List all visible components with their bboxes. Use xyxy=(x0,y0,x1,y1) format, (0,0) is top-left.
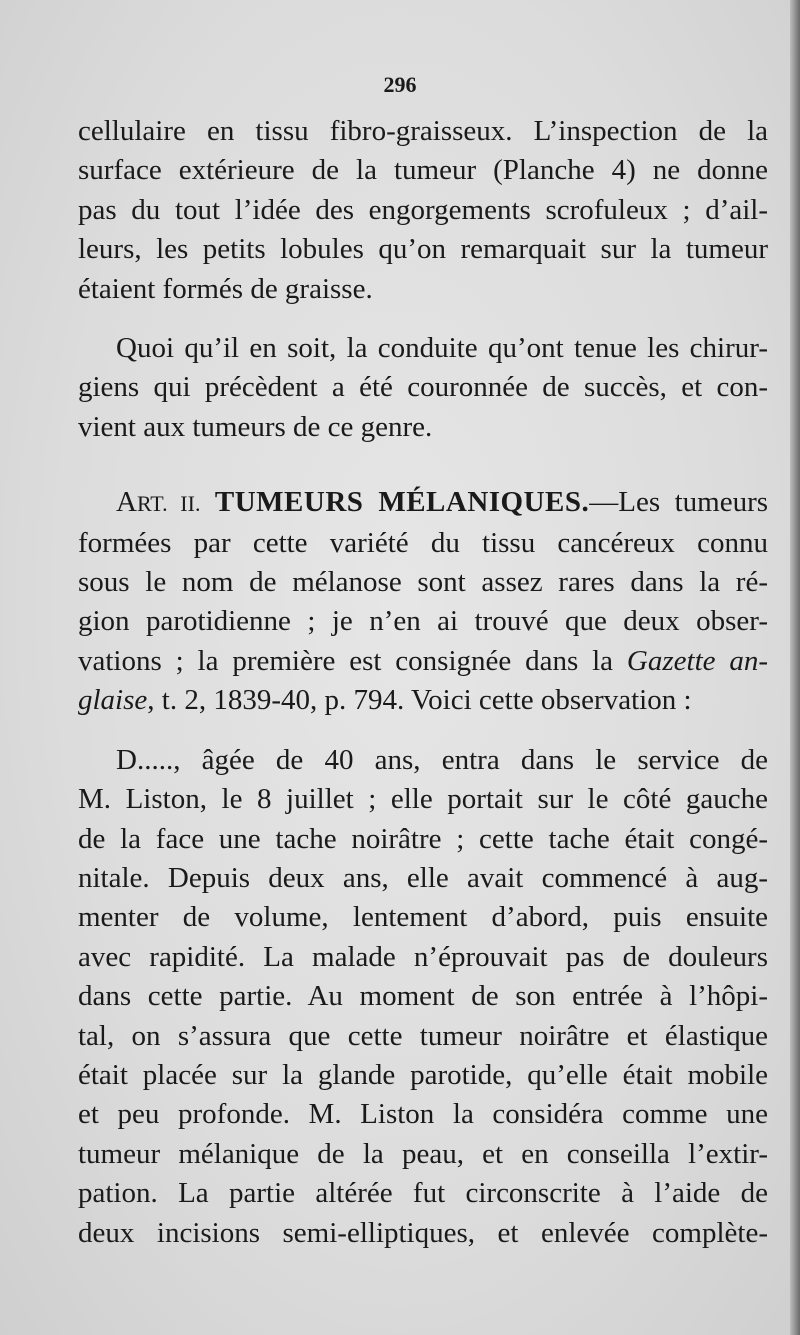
text-line: menter de volume, lentement d’abord, puis ensuite xyxy=(78,901,768,934)
paragraph-gap xyxy=(78,309,768,329)
article-initial: A xyxy=(116,486,137,519)
text-line: Quoi qu’il en soit, la conduite qu’ont tenue les chirur- xyxy=(116,332,768,365)
text-line: M. Liston, le 8 juillet ; elle portait sur le côté gauche xyxy=(78,783,768,816)
text-line: dans cette partie. Au moment de son entrée à l’hôpi- xyxy=(78,980,768,1013)
text-line-with-italic xyxy=(78,681,768,720)
journal-title-italic: glaise xyxy=(78,684,148,717)
text-line-with-italic xyxy=(78,642,768,681)
paragraph-gap xyxy=(78,721,768,741)
heading-continuation: —Les tumeurs xyxy=(589,486,769,519)
article-label xyxy=(116,486,200,518)
text-line: giens qui précèdent a été couronnée de succès, et con- xyxy=(78,371,768,404)
text-line: D....., âgée de 40 ans, entra dans le service de xyxy=(116,743,768,776)
text-line: pation. La partie altérée fut circonscrite à l’aide de xyxy=(78,1177,768,1210)
text-line: étaient formés de graisse. xyxy=(78,272,373,305)
text-line: avec rapidité. La malade n’éprouvait pas de douleurs xyxy=(78,940,768,973)
text-line: vient aux tumeurs de ce genre. xyxy=(78,410,433,443)
section-gap xyxy=(78,447,768,483)
text-line: cellulaire en tissu fibro-graisseux. L’inspection de la xyxy=(78,115,768,147)
text-line: deux incisions semi-elliptiques, et enlevée complète- xyxy=(78,1216,768,1249)
text-line: leurs, les petits lobules qu’on remarquait sur la tumeur xyxy=(78,233,768,266)
text-line: sous le nom de mélanose sont assez rares dans la ré- xyxy=(78,566,768,599)
page-edge-shadow xyxy=(790,0,800,1335)
journal-title-italic: Gazette an- xyxy=(626,644,769,677)
text-line: gion parotidienne ; je n’en ai trouvé que deux obser- xyxy=(78,605,768,638)
page-number: 296 xyxy=(383,72,417,97)
text-line: formées par cette variété du tissu cancéreux connu xyxy=(78,526,768,559)
section-title: TUMEURS MÉLANIQUES. xyxy=(214,486,590,519)
text-line: était placée sur la glande parotide, qu’elle était mobile xyxy=(78,1058,768,1091)
text-run: , t. 2, 1839-40, p. 794. Voici cette observation : xyxy=(147,684,692,717)
text-line: de la face une tache noirâtre ; cette tache était congé- xyxy=(78,822,768,855)
text-run: vations ; la première est consignée dans la xyxy=(78,644,627,677)
article-number: RT. II. xyxy=(136,491,201,517)
section-heading-line xyxy=(78,483,768,523)
text-line: pas du tout l’idée des engorgements scrofuleux ; d’ail- xyxy=(78,193,768,226)
text-line: nitale. Depuis deux ans, elle avait commencé à aug- xyxy=(78,861,768,894)
page-body xyxy=(78,112,768,1253)
text-line: surface extérieure de la tumeur (Planche 4) ne donne xyxy=(78,154,768,187)
text-line: tumeur mélanique de la peau, et en conseilla l’extir- xyxy=(78,1137,768,1170)
text-line: tal, on s’assura que cette tumeur noirâtre et élastique xyxy=(78,1019,768,1052)
text-line: et peu profonde. M. Liston la considéra comme une xyxy=(78,1098,768,1131)
